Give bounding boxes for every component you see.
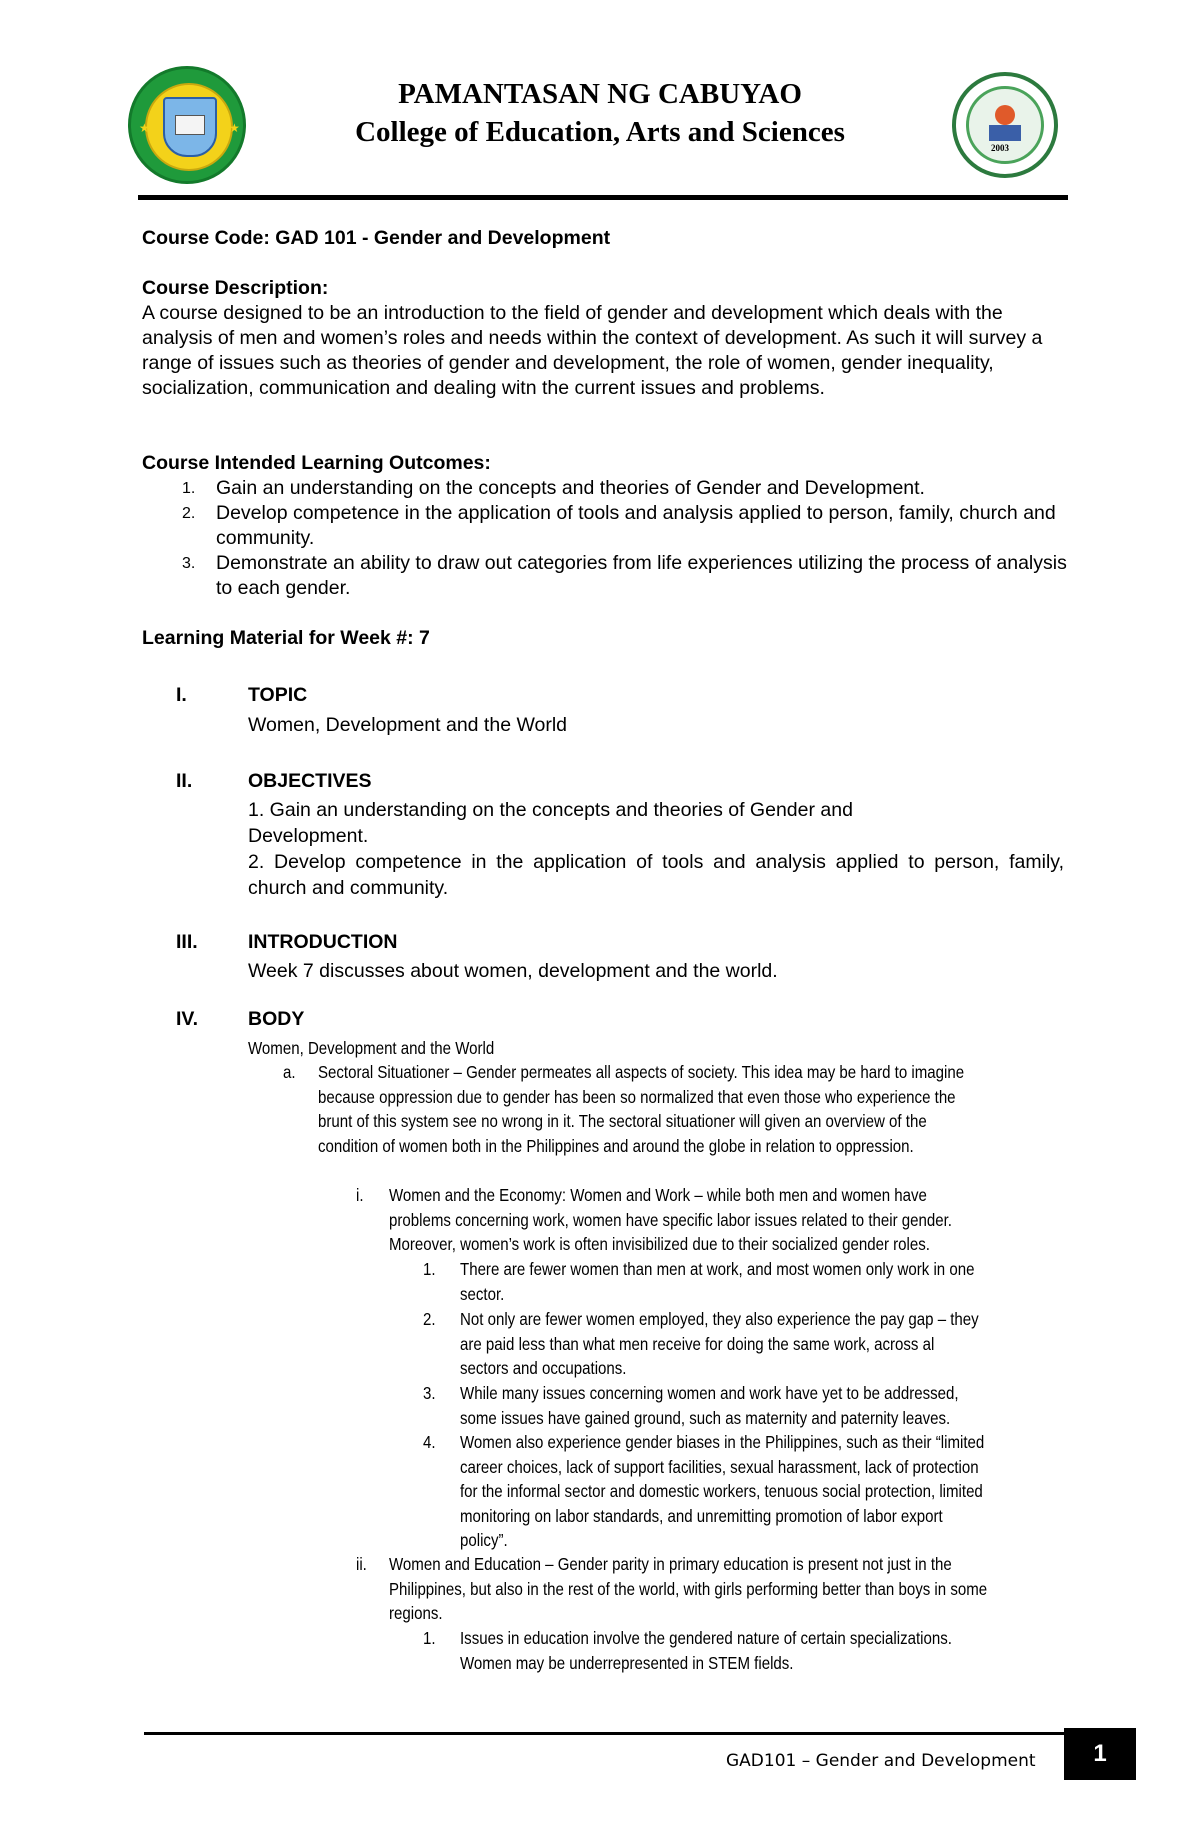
- section-heading-objectives: OBJECTIVES: [248, 770, 372, 792]
- footer-course-title: GAD101 – Gender and Development: [726, 1751, 1036, 1771]
- list-marker: 1.: [423, 1628, 436, 1648]
- section-heading-topic: TOPIC: [248, 684, 308, 706]
- university-name: PAMANTASAN NG CABUYAO: [398, 78, 802, 110]
- course-description-label: Course Description:: [142, 277, 329, 299]
- list-marker: 1.: [423, 1259, 436, 1279]
- body-subtitle: Women, Development and the World: [248, 1038, 495, 1058]
- objective-2: 2. Develop competence in the application of tools and analysis applied to person, family, church and community.: [248, 851, 1064, 899]
- learning-outcomes-label: Course Intended Learning Outcomes:: [142, 452, 491, 474]
- list-number: 1.: [182, 480, 196, 497]
- list-marker: i.: [356, 1185, 364, 1205]
- list-text: Develop competence in the application of tools and analysis applied to person, family, church and community.: [216, 502, 1056, 549]
- footer-divider: [144, 1732, 1064, 1735]
- list-text: Gain an understanding on the concepts and theories of Gender and Development.: [216, 477, 925, 499]
- list-marker: 4.: [423, 1432, 436, 1452]
- section-heading-body: BODY: [248, 1008, 305, 1030]
- list-item: While many issues concerning women and work have yet to be addressed, some issues have gained ground, such as maternity and paternity leaves.: [460, 1383, 959, 1428]
- list-item: There are fewer women than men at work, and most women only work in one sector.: [460, 1259, 975, 1304]
- week-label: Learning Material for Week #: 7: [142, 627, 430, 649]
- header-divider: [138, 195, 1068, 200]
- list-number: 2.: [182, 505, 196, 522]
- topic-text: Women, Development and the World: [248, 714, 568, 736]
- list-marker: ii.: [356, 1554, 367, 1574]
- section-number: III.: [176, 931, 198, 953]
- women-education-text: Women and Education – Gender parity in primary education is present not just in the Philippines, but also in the rest of the world, with girls performing better than boys in some regions.: [389, 1554, 988, 1623]
- list-item: Issues in education involve the gendered nature of certain specializations. Women may be underrepresented in STEM fields.: [460, 1628, 952, 1673]
- introduction-text: Week 7 discusses about women, development and the world.: [248, 960, 778, 982]
- list-marker: 2.: [423, 1309, 436, 1329]
- page-number: 1: [1064, 1728, 1136, 1780]
- list-marker: 3.: [423, 1383, 436, 1403]
- section-number: I.: [176, 684, 187, 706]
- women-economy-text: Women and the Economy: Women and Work – while both men and women have problems concerning work, women have specific labor issues related to their gender. Moreover, women’s work is often invisibilized due to their socialized gender roles.: [389, 1185, 953, 1254]
- list-item: [182, 551, 1067, 601]
- list-item: Not only are fewer women employed, they also experience the pay gap – they are paid less than what men receive for doing the same work, across al sectors and occupations.: [460, 1309, 979, 1378]
- list-item: [182, 501, 1067, 551]
- list-marker: a.: [283, 1062, 296, 1082]
- list-text: Demonstrate an ability to draw out categories from life experiences utilizing the process of analysis to each gender.: [216, 552, 1067, 599]
- section-number: II.: [176, 770, 193, 792]
- college-seal-logo: 2003: [952, 72, 1058, 178]
- learning-outcomes-list: [182, 476, 1067, 601]
- course-code: Course Code: GAD 101 - Gender and Development: [142, 227, 611, 249]
- objective-1: 1. Gain an understanding on the concepts and theories of Gender and Development.: [248, 799, 853, 847]
- list-number: 3.: [182, 555, 196, 572]
- sectoral-situationer-text: Sectoral Situationer – Gender permeates all aspects of society. This idea may be hard to imagine because oppression due to gender has been so normalized that even those who experience the brunt of this system see no wrong in it. The sectoral situationer will given an overview of the condition of women both in the Philippines and around the globe in relation to oppression.: [318, 1062, 965, 1156]
- course-description: A course designed to be an introduction to the field of gender and development which deals with the analysis of men and women’s roles and needs within the context of development. As such it will survey a range of issues such as theories of gender and development, the role of women, gender inequality, socialization, communication and dealing witn the current issues and problems.: [142, 302, 1043, 399]
- list-item: [182, 476, 1067, 501]
- college-name: College of Education, Arts and Sciences: [355, 116, 845, 148]
- university-seal-logo: ★ ★: [128, 66, 246, 184]
- section-number: IV.: [176, 1008, 199, 1030]
- objectives-text: [248, 797, 1064, 901]
- list-item: Women also experience gender biases in the Philippines, such as their “limited career choices, lack of support facilities, sexual harassment, lack of protection for the informal sector and domestic workers, tenuous social protection, limited monitoring on labor standards, and unremitting promotion of labor export policy”.: [460, 1432, 985, 1550]
- section-heading-introduction: INTRODUCTION: [248, 931, 398, 953]
